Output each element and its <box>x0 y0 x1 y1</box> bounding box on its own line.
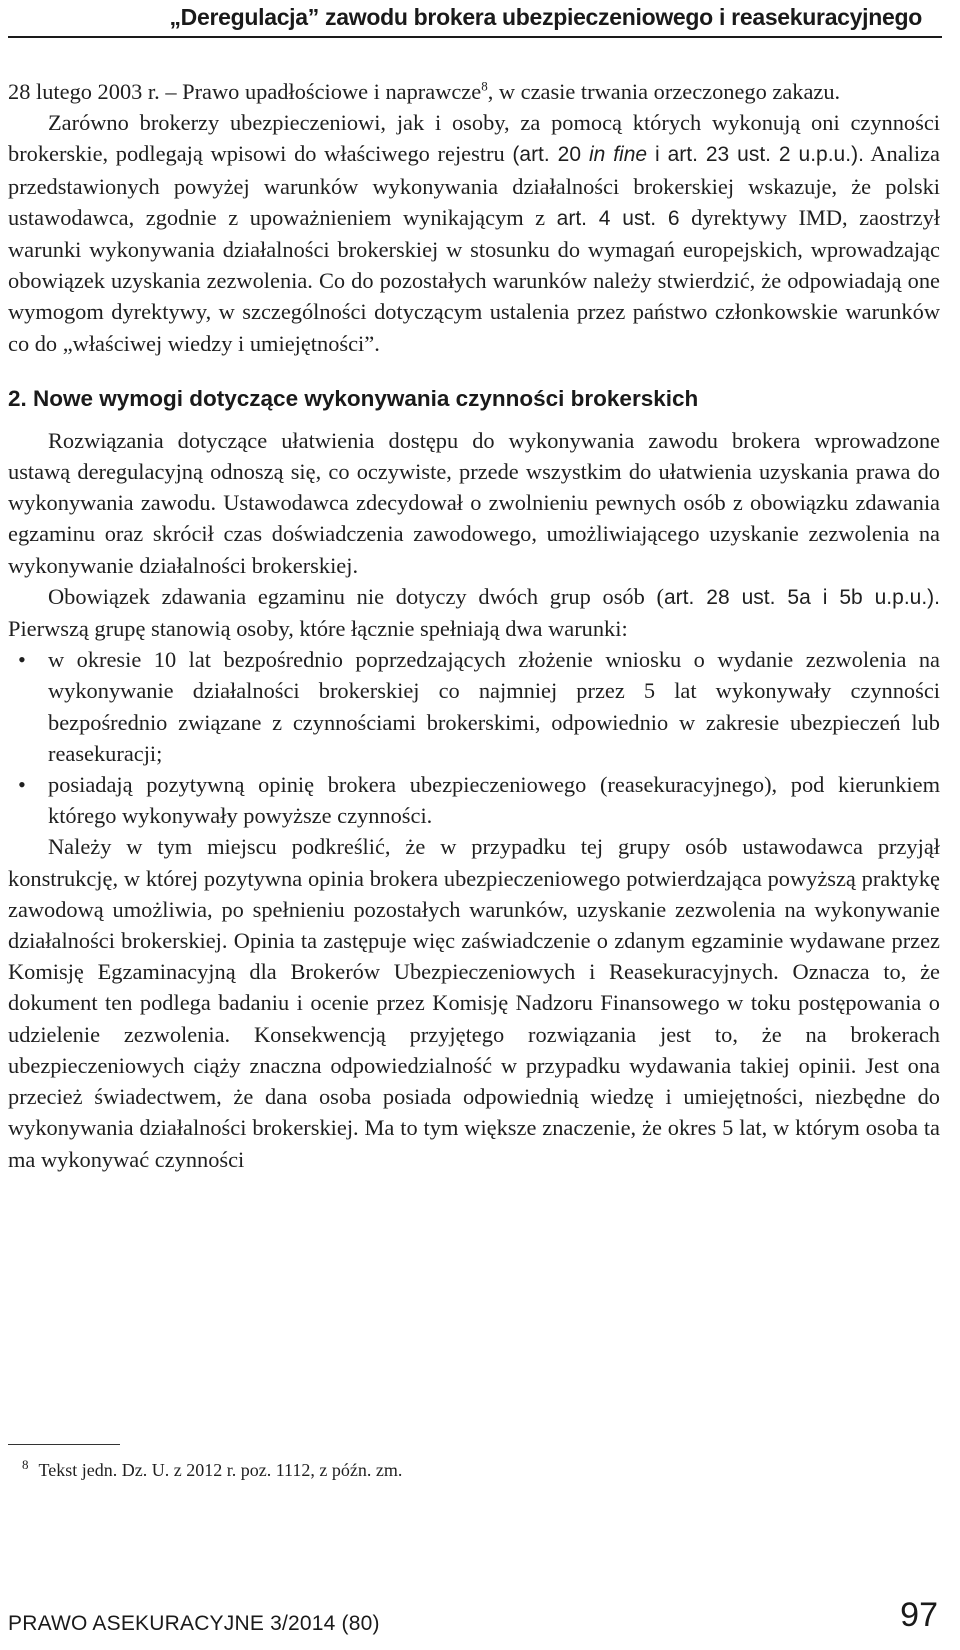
paragraph: Rozwiązania dotyczące ułatwienia dostępu do wykonywania zawodu brokera wprowadzone ustawą deregulacyjną odnoszą się, co oczywiste, przede wszystkim do ułatwienia uzyskania prawa do wykonywania zawodu. Ustawodawca zdecydował o zwolnieniu pewnych osób z obowiązku zdawania egzaminu oraz skrócił czas doświadczenia zawodowego, umożliwiającego uzyskanie zezwolenia na wykonywanie działalności brokerskiej. <box>8 427 940 578</box>
legal-citation: art. 4 ust. 6 <box>556 206 680 230</box>
list-item-text: w okresie 10 lat bezpośrednio poprzedzających złożenie wniosku o wydanie zezwolenia na wykonywanie działalności brokerskiej co najmniej przez 5 lat wykonywały czynności bezpośrednio związane z czynnościami brokerskimi, odpowiednio w zakresie ubezpieczeń lub reasekuracji; <box>48 647 940 766</box>
legal-citation: (art. 20 <box>512 143 589 167</box>
journal-title: PRAWO ASEKURACYJNE 3/2014 (80) <box>8 1612 380 1635</box>
section-heading: 2. Nowe wymogi dotyczące wykonywania czynności brokerskich <box>8 385 699 411</box>
list-item <box>8 644 940 769</box>
bullet-icon: • <box>18 647 26 673</box>
paragraph <box>8 107 940 359</box>
paragraph-text: Pierwszą grupę stanowią osoby, które łącznie spełniają dwa warunki: <box>8 616 628 642</box>
paragraph-text: Analiza przedstawionych powyżej warunków wykonywania działalności brokerskiej wskazuje, że polski ustawodawca, zgodnie z upoważnieniem wynikającym z <box>8 141 940 230</box>
list-item-text: posiadają pozytywną opinię brokera ubezpieczeniowego (reasekuracyjnego), pod kierunkiem którego wykonywały powyższe czynności. <box>48 772 940 829</box>
legal-citation-italic: in fine <box>588 143 648 167</box>
paragraph-text: 28 lutego 2003 r. – Prawo upadłościowe i naprawcze <box>8 79 482 104</box>
header-rule <box>8 36 942 38</box>
legal-citation: art. 28 ust. 5a i 5b u.p.u.). <box>663 585 940 609</box>
bullet-icon: • <box>18 772 26 798</box>
paragraph-text: dyrektywy IMD, zaostrzył warunki wykonywania działalności brokerskiej w stosunku do wymagań europejskich, wprowadzając obowiązek uzyskania zezwolenia. Co do pozostałych warunków należy stwierdzić, że odpowiadają one wymogom dyrektywy, w szczególności dotyczącym ustalenia przez państwo członkowskie warunków co do „właściwej wiedzy i umiejętności”. <box>8 204 940 356</box>
list-item <box>8 769 940 831</box>
footnote-number: 8 <box>22 1457 29 1472</box>
paragraph-text: , w czasie trwania orzeczonego zakazu. <box>487 79 841 104</box>
legal-citation: i art. 23 ust. 2 u.p.u.). <box>647 143 864 167</box>
paragraph-text: Obowiązek zdawania egzaminu nie dotyczy dwóch grup osób ( <box>48 583 664 609</box>
paragraph <box>8 581 940 644</box>
paragraph-continued <box>8 76 940 107</box>
footnote <box>22 1457 403 1481</box>
body-text <box>8 76 940 1175</box>
paragraph: Należy w tym miejscu podkreślić, że w przypadku tej grupy osób ustawodawca przyjął konstrukcję, w której pozytywna opinia brokera ubezpieczeniowego potwierdzająca powyższą praktykę zawodową umożliwia, po spełnieniu pozostałych warunków, uzyskanie zezwolenia na wykonywanie działalności brokerskiej. Opinia ta zastępuje więc zaświadczenie o zdanym egzaminie wydawane przez Komisję Egzaminacyjną dla Brokerów Ubezpieczeniowych i Reasekuracyjnych. Oznacza to, że dokument ten podlega badaniu i ocenie przez Komisję Nadzoru Finansowego w toku postępowania o udzielenie zezwolenia. Konsekwencją przyjętego rozwiązania jest to, że na brokerach ubezpieczeniowych ciąży znaczna odpowiedzialność w przypadku wydawania takiej opinii. Jest ona przecież świadectwem, że dana osoba posiada odpowiednią wiedzę i umiejętności, niezbędne do wykonywania działalności brokerskiej. Ma to tym większe znaczenie, że okres 5 lat, w którym osoba ta ma wykonywać czynności <box>8 834 940 1172</box>
paragraph-text: Zarówno brokerzy ubezpieczeniowi, jak i osoby, za pomocą których wykonują oni czynności brokerskie, podlegają wpisowi do właściwego rejestru <box>8 110 940 167</box>
page-number: 97 <box>900 1596 938 1634</box>
footnote-text: Tekst jedn. Dz. U. z 2012 r. poz. 1112, z późn. zm. <box>38 1460 403 1480</box>
footnote-rule <box>8 1444 120 1445</box>
bullet-list <box>8 644 940 831</box>
footnote-reference[interactable]: 8 <box>481 78 488 94</box>
running-head: „Deregulacja” zawodu brokera ubezpieczeniowego i reasekuracyjnego <box>169 4 922 30</box>
